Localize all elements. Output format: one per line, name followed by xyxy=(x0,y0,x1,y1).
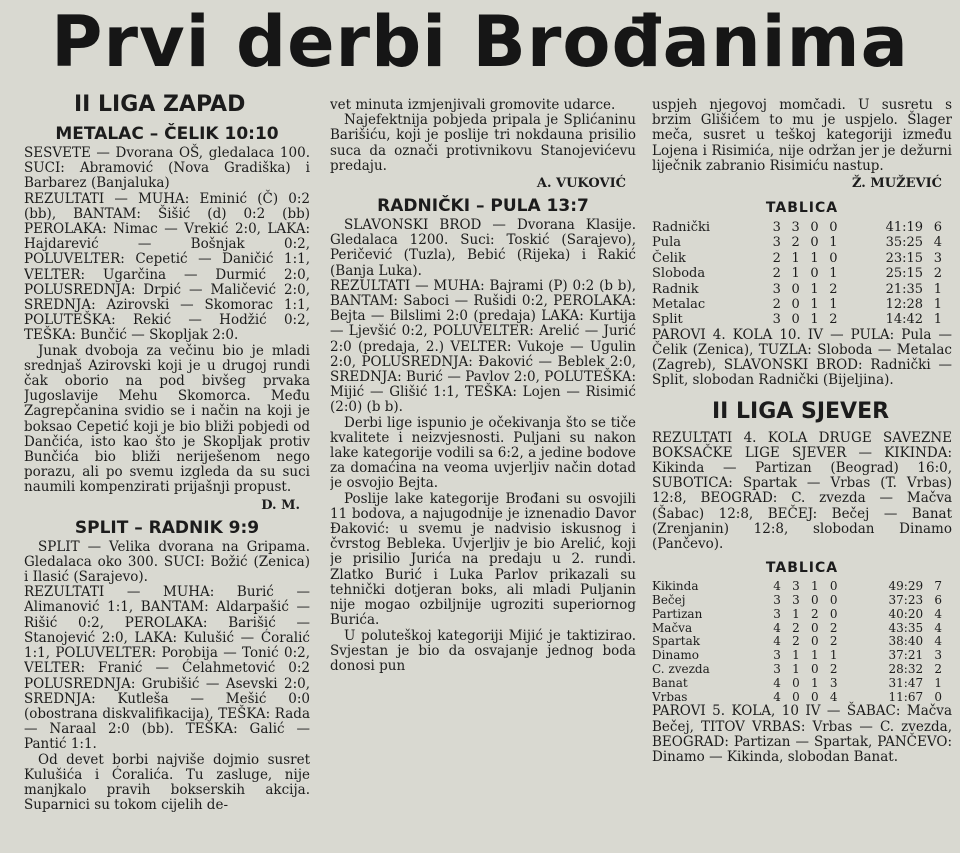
table-title-sjever: TABLICA xyxy=(765,560,839,577)
table-row: Bečej 3 3 0 0 37:23 6 xyxy=(652,593,942,608)
match-title-metalac-celik: METALAC – ČELIK 10:10 xyxy=(55,124,279,144)
table-row: Banat 4 0 1 3 31:47 1 xyxy=(652,675,942,690)
match-title-split-radnik: SPLIT – RADNIK 9:9 xyxy=(74,517,260,538)
match1-report: Junak dvoboja za večinu bio je mladi srednjaš Azirovski koji je u drugoj rundi čak oborio na pod bivšeg prvaka Jugoslavije Mehu Skomorca. Među Zagrepčanina svidio se i način na koji je boksao Cepetić koji je bio bliži pobjedi od Dančića, isto kao što je Skopljak protiv Bunčića bio bliži neriješenom nego porazu, ali po svemu izgleda da su suci naumili kompenzirati prijašnji propust. xyxy=(24,342,310,496)
table-row: Sloboda 2 1 0 1 25:15 2 xyxy=(652,266,942,282)
standings-table-zapad xyxy=(652,220,942,328)
right-continuation: uspjeh njegovoj momčadi. U susretu s brzim Glišićem to mu je uspjelo. Šlager meča, susret u teškoj kategoriji između Lojena i Risimića, nije održan jer je dežurni liječnik zabranio Risimiću nastup. xyxy=(652,98,952,174)
table-row: Kikinda 4 3 1 0 49:29 7 xyxy=(652,579,942,594)
right-signature: Ž. MUŽEVIĆ xyxy=(852,176,942,192)
middle-continuation-2: Najefektnija pobjeda pripala je Splićaninu Barišiću, koji je poslije tri nokdauna prisilio suca da označi protivnikovu Stanojevićevu predaju. xyxy=(330,112,636,174)
match1-results: REZULTATI — MUHA: Eminić (Č) 0:2 (bb), BANTAM: Šišić (d) 0:2 (bb) PEROLAKA: Nimac — Vrekić 2:0, LAKA: Hajdarević — Bošnjak 0:2, POLUVELTER: Cepetić — Daničić 1:1, VELTER: Ugarčina — Durmić 2:0, POLUSREDNJA: Drpić — Maličević 2:0, SREDNJA: Azirovski — Skomorac 1:1, POLUTEŠKA: Rekić — Hodžić 0:2, TEŠKA: Bunčić — Skopljak 2:0. xyxy=(24,190,310,344)
left-column xyxy=(24,88,310,813)
match2-results: REZULTATI — MUHA: Burić — Alimanović 1:1, BANTAM: Aldarpašić — Rišić 0:2, PEROLAKA: Barišić — Stanojević 2:0, LAKA: Kulušić — Ćoralić 1:1, POLUVELTER: Porobija — Tonić 0:2, VELTER: Franić — Ćelahmetović 0:2 POLUSREDNJA: Grubišić — Asevski 2:0, SREDNJA: Kutleša — Mešić 0:0 (obostrana diskvalifikacija), TEŠKA: Rada — Naraal 2:0 (bb). TEŠKA: Galić — Pantić 1:1. xyxy=(24,584,310,753)
table-title-zapad: TABLICA xyxy=(765,200,839,217)
match3-venue: SLAVONSKI BROD — Dvorana Klasije. Gledalaca 1200. Suci: Toskić (Sarajevo), Peričević (Tuzla), Bebić (Rijeka) i Rakić (Banja Luka). xyxy=(330,217,636,279)
match-title-radnicki-pula: RADNIČKI – PULA 13:7 xyxy=(377,196,589,217)
table-row: Partizan 3 1 2 0 40:20 4 xyxy=(652,606,942,621)
parovi-4-kola: PAROVI 4. KOLA 10. IV — PULA: Pula — Čelik (Zenica), TUZLA: Sloboda — Metalac (Zagreb), SLAVONSKI BROD: Radnički — Split, slobodan Radnički (Bijeljina). xyxy=(652,326,952,389)
sjever-results: REZULTATI 4. KOLA DRUGE SAVEZNE BOKSAČKE LIGE SJEVER — KIKINDA: Kikinda — Partizan (Beograd) 16:0, SUBOTICA: Spartak — Vrbas (T. Vrbas) 12:8, BEOGRAD: C. zvezda — Mačva (Šabac) 12:8, BEČEJ: Bečej — Banat (Zrenjanin) 12:8, slobodan Dinamo (Pančevo). xyxy=(652,429,952,553)
middle-continuation: vet minuta izmjenjivali gromovite udarce. xyxy=(330,98,616,113)
match3-report-1: Derbi lige ispunio je očekivanja što se tiče kvalitete i neizvjesnosti. Puljani su nakon lake kategorije vodili sa 6:2, a jedine bodove za domaćina na veoma uvjerljiv način dotad je osvojio Bejta. xyxy=(330,414,636,492)
match1-venue: SESVETE — Dvorana OŠ, gledalaca 100. SUCI: Abramović (Nova Gradiška) i Barbarez (Banjaluka) xyxy=(24,145,310,192)
table-row: Mačva 4 2 0 2 43:35 4 xyxy=(652,620,942,635)
match3-report-2: Poslije lake kategorije Brođani su osvojili 11 bodova, a najugodnije je iznenadio Davor Đaković: u svemu je nadvisio iskusnog i čvrstog Bebleka. Uvjerljiv je bio Arelić, koji je prisilio Jurića na predaju u 2. rundi. Zlatko Burić i Luka Parlov prikazali su tehnički dotjeran boks, ali mladi Puljanin nije mogao ozbiljnije ugroziti superiornog Burića. xyxy=(330,490,636,629)
middle-signature: A. VUKOVIĆ xyxy=(536,176,626,192)
parovi-5-kola: PAROVI 5. KOLA, 10 IV — ŠABAC: Mačva Bečej, TITOV VRBAS: Vrbas — C. zvezda, BEOGRAD: Partizan — Spartak, PANČEVO: Dinamo — Kikinda, slobodan Banat. xyxy=(652,703,952,766)
match2-venue: SPLIT — Velika dvorana na Gripama. Gledalaca oko 300. SUCI: Božić (Zenica) i Ilasić (Sarajevo). xyxy=(24,538,310,586)
standings-table-sjever xyxy=(652,580,942,704)
right-column xyxy=(652,98,952,765)
match2-report: Od devet borbi najviše dojmio susret Kulušića i Ćoralića. Tu zasluge, nije manjkalo pravih bokserskih akcija. Suparnici su tokom cijelih de- xyxy=(24,751,310,814)
table-row: Radnik 3 0 1 2 21:35 1 xyxy=(652,281,942,297)
section-title-zapad: II LIGA ZAPAD xyxy=(74,92,246,117)
table-row: Čelik 2 1 1 0 23:15 3 xyxy=(652,250,942,266)
table-row: Vrbas 4 0 0 4 11:67 0 xyxy=(652,689,942,704)
headline: Prvi derbi Brođanima xyxy=(51,1,909,83)
table-row: Split 3 0 1 2 14:42 1 xyxy=(652,312,942,328)
match3-results: REZULTATI — MUHA: Bajrami (P) 0:2 (b b), BANTAM: Saboci — Rušidi 0:2, PEROLAKA: Bejta — Bilslimi 2:0 (predaja) LAKA: Kurtija — Ljevšić 0:2, POLUVELTER: Arelić — Jurić 2:0 (predaja, 2.) VELTER: Vukoje — Ugulin 2:0, POLUSREDNJA: Đaković — Beblek 2:0, SREDNJA: Burić — Pavlov 2:0, POLUTEŠKA: Mijić — Glišić 1:1, TEŠKA: Lojen — Risimić (2:0) (b b). xyxy=(330,277,636,416)
table-row: C. zvezda 3 1 0 2 28:32 2 xyxy=(652,662,942,677)
match1-signature: D. M. xyxy=(261,497,300,513)
match3-report-3: U poluteškoj kategoriji Mijić je taktizirao. Svjestan je bio da osvajanje jednog boda donosi pun xyxy=(330,627,636,674)
table-row: Dinamo 3 1 1 1 37:21 3 xyxy=(652,648,942,663)
section-title-sjever: II LIGA SJEVER xyxy=(712,398,890,424)
table-row: Pula 3 2 0 1 35:25 4 xyxy=(652,235,942,251)
middle-column xyxy=(330,98,636,674)
table-row: Metalac 2 0 1 1 12:28 1 xyxy=(652,297,942,313)
table-row: Spartak 4 2 0 2 38:40 4 xyxy=(652,634,942,649)
table-row: Radnički 3 3 0 0 41:19 6 xyxy=(652,220,942,236)
